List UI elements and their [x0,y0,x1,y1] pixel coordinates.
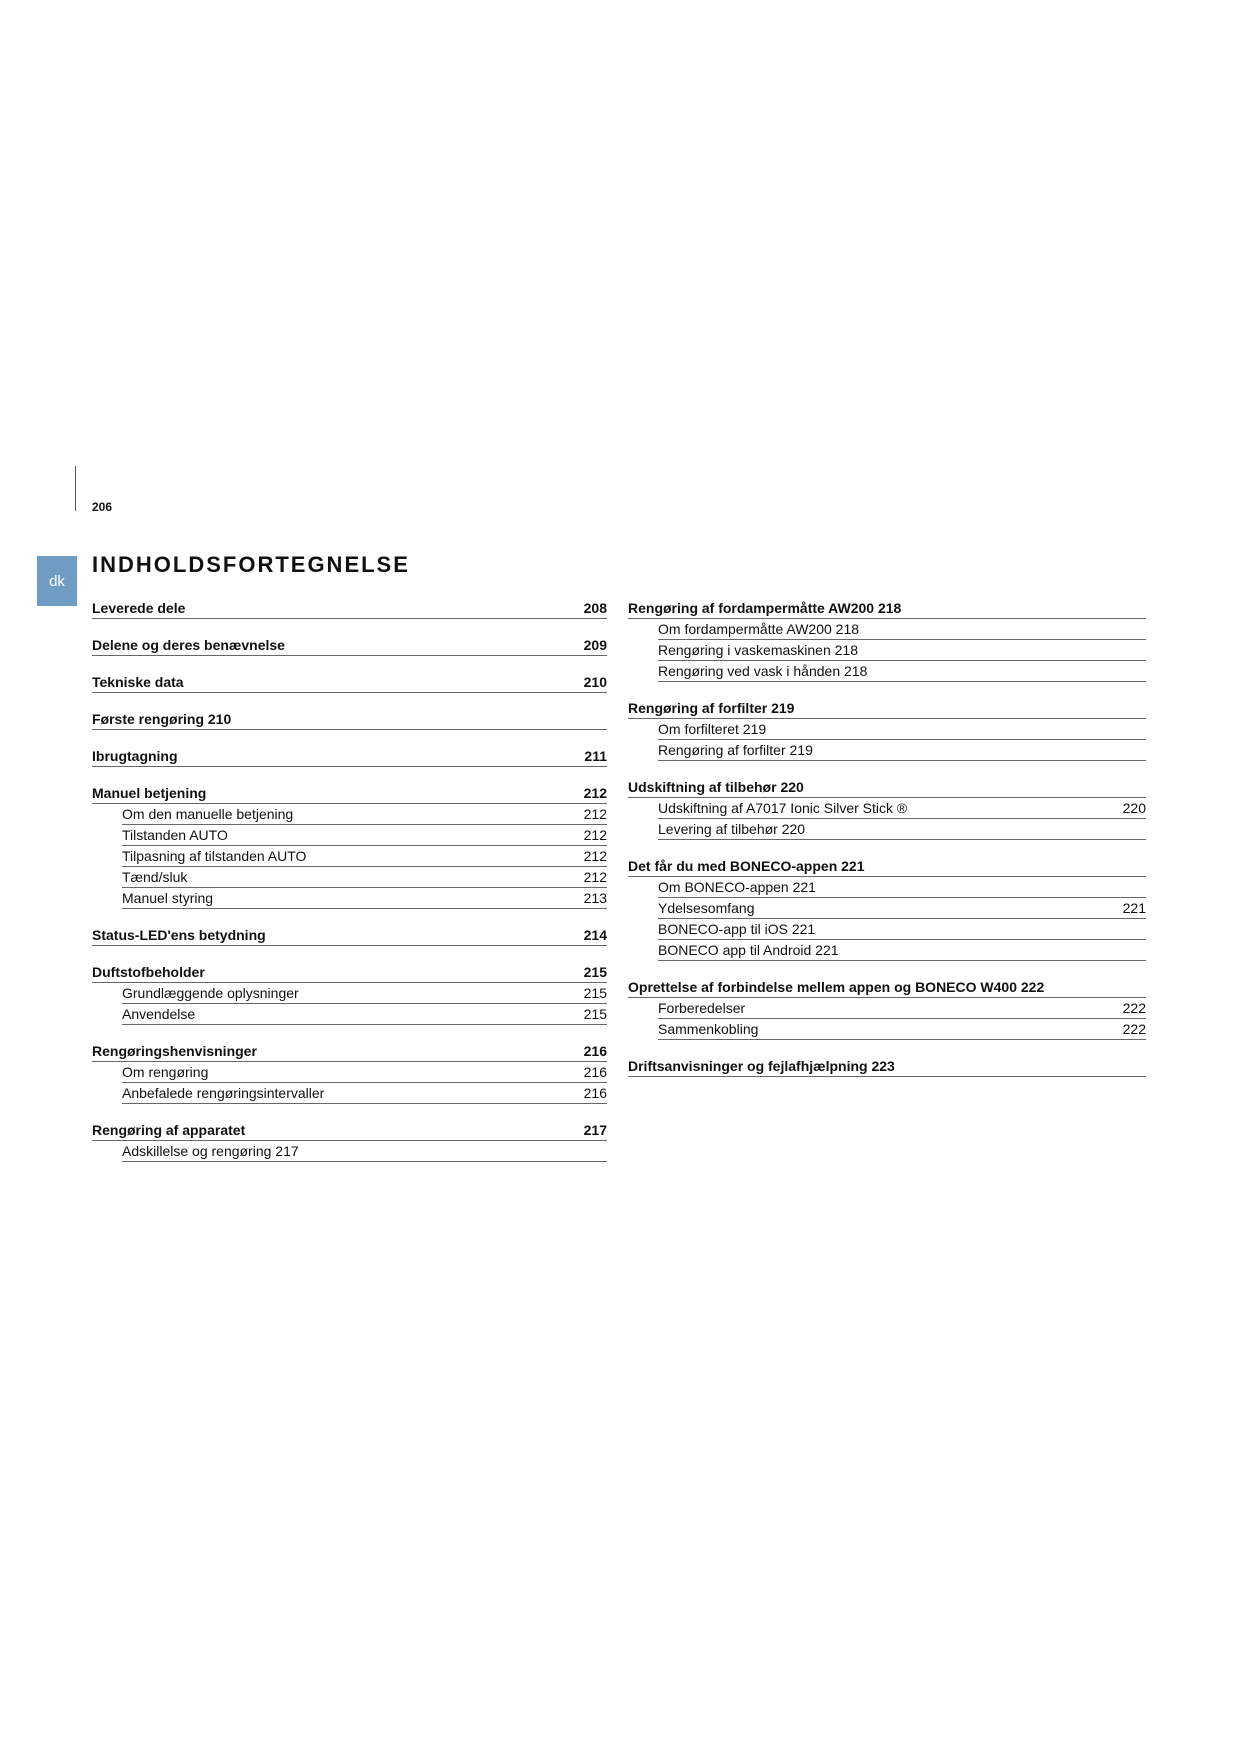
toc-heading-page: 216 [583,1043,607,1059]
toc-heading[interactable] [628,777,1146,798]
toc-entry[interactable] [122,804,607,825]
toc-section [92,783,607,909]
toc-entry-label: Om forfilteret 219 [658,721,767,737]
toc-section [628,777,1146,840]
toc-entry-label: BONECO app til Android 221 [658,942,839,958]
toc-heading[interactable] [92,962,607,983]
page-number: 206 [92,500,113,514]
toc-heading-title: Oprettelse af forbindelse mellem appen og BONECO W400 222 [628,979,1045,995]
toc-section [92,746,607,767]
toc-heading-page: 212 [583,785,607,801]
toc-heading-title: Rengøring af apparatet [92,1122,246,1138]
toc-entry-label: Manuel styring [122,890,214,906]
margin-rule [75,466,76,511]
toc-entry[interactable] [122,825,607,846]
toc-entry-page: 215 [583,985,607,1001]
language-tab: dk [37,556,77,606]
toc-entry-label: Levering af tilbehør 220 [658,821,806,837]
toc-entry[interactable] [658,661,1146,682]
toc-heading[interactable] [92,598,607,619]
toc-entry[interactable] [658,619,1146,640]
toc-column-right [628,598,1146,1093]
toc-heading-page: 209 [583,637,607,653]
toc-entry-label: Anvendelse [122,1006,196,1022]
toc-section [628,1056,1146,1077]
toc-heading-page: 210 [583,674,607,690]
toc-entry-label: Tilpasning af tilstanden AUTO [122,848,307,864]
toc-entry[interactable] [122,1141,607,1162]
toc-entry-label: Rengøring af forfilter 219 [658,742,813,758]
toc-heading[interactable] [628,856,1146,877]
toc-entry-page: 212 [583,827,607,843]
toc-entry-label: Anbefalede rengøringsintervaller [122,1085,325,1101]
toc-entry[interactable] [658,898,1146,919]
toc-entry-page: 212 [583,848,607,864]
toc-heading-title: Det får du med BONECO-appen 221 [628,858,865,874]
toc-entry[interactable] [658,819,1146,840]
toc-entry-page: 212 [583,806,607,822]
toc-heading[interactable] [92,783,607,804]
toc-heading-title: Duftstofbeholder [92,964,205,980]
toc-entry[interactable] [122,1004,607,1025]
toc-entry-label: Om rengøring [122,1064,209,1080]
toc-entry-label: Forberedelser [658,1000,746,1016]
toc-entry-label: Om den manuelle betjening [122,806,294,822]
toc-entry-label: Rengøring i vaskemaskinen 218 [658,642,858,658]
toc-heading-title: Manuel betjening [92,785,207,801]
toc-heading[interactable] [92,1120,607,1141]
toc-entry-page: 216 [583,1085,607,1101]
toc-entry[interactable] [658,640,1146,661]
toc-entry[interactable] [658,798,1146,819]
toc-section [628,598,1146,682]
toc-heading-title: Delene og deres benævnelse [92,637,285,653]
toc-heading-page: 214 [583,927,607,943]
toc-entry[interactable] [658,998,1146,1019]
toc-heading-page: 217 [583,1122,607,1138]
toc-section [92,962,607,1025]
toc-entry-page: 222 [1122,1000,1146,1016]
toc-entry[interactable] [658,919,1146,940]
toc-heading[interactable] [92,709,607,730]
toc-entry[interactable] [122,867,607,888]
toc-section [92,635,607,656]
toc-heading-page: 208 [583,600,607,616]
toc-heading-page: 215 [583,964,607,980]
toc-heading[interactable] [628,977,1146,998]
toc-section [92,598,607,619]
toc-entry-label: Udskiftning af A7017 Ionic Silver Stick ® [658,800,908,816]
toc-section [92,709,607,730]
toc-entry-page: 212 [583,869,607,885]
toc-section [92,925,607,946]
toc-heading[interactable] [92,1041,607,1062]
toc-entry-label: Sammenkobling [658,1021,759,1037]
toc-heading[interactable] [92,672,607,693]
toc-entry-page: 216 [583,1064,607,1080]
toc-heading-page: 211 [584,748,607,764]
toc-heading[interactable] [628,1056,1146,1077]
toc-entry-page: 221 [1122,900,1146,916]
toc-heading-title: Tekniske data [92,674,184,690]
toc-entry[interactable] [122,983,607,1004]
toc-entry-page: 222 [1122,1021,1146,1037]
toc-heading-title: Udskiftning af tilbehør 220 [628,779,804,795]
toc-entry[interactable] [658,1019,1146,1040]
page-title: INDHOLDSFORTEGNELSE [92,552,410,577]
toc-entry-label: Adskillelse og rengøring 217 [122,1143,299,1159]
toc-entry-label: BONECO-app til iOS 221 [658,921,816,937]
toc-entry-label: Ydelsesomfang [658,900,755,916]
toc-entry-page: 213 [583,890,607,906]
toc-entry-label: Tænd/sluk [122,869,188,885]
toc-heading[interactable] [628,698,1146,719]
toc-entry[interactable] [122,1062,607,1083]
toc-section [628,698,1146,761]
toc-heading[interactable] [92,635,607,656]
toc-entry[interactable] [658,719,1146,740]
toc-entry-page: 215 [583,1006,607,1022]
toc-heading-title: Driftsanvisninger og fejlafhjælpning 223 [628,1058,895,1074]
toc-heading-title: Status-LED'ens betydning [92,927,266,943]
toc-entry[interactable] [122,888,607,909]
toc-section [92,672,607,693]
toc-entry[interactable] [658,877,1146,898]
toc-entry-label: Grundlæggende oplysninger [122,985,299,1001]
toc-column-left [92,598,607,1178]
toc-entry-page: 220 [1122,800,1146,816]
toc-heading-title: Rengøringshenvisninger [92,1043,257,1059]
toc-section [92,1120,607,1162]
toc-entry-label: Rengøring ved vask i hånden 218 [658,663,868,679]
toc-heading[interactable] [92,746,607,767]
toc-heading-title: Første rengøring 210 [92,711,232,727]
toc-section [92,1041,607,1104]
toc-section [628,977,1146,1040]
toc-entry[interactable] [122,846,607,867]
toc-entry[interactable] [122,1083,607,1104]
toc-heading[interactable] [92,925,607,946]
toc-heading-title: Rengøring af forfilter 219 [628,700,795,716]
toc-heading-title: Leverede dele [92,600,186,616]
toc-heading-title: Rengøring af fordampermåtte AW200 218 [628,600,902,616]
toc-entry-label: Tilstanden AUTO [122,827,228,843]
toc-entry[interactable] [658,940,1146,961]
toc-entry-label: Om BONECO-appen 221 [658,879,816,895]
toc-heading[interactable] [628,598,1146,619]
toc-entry-label: Om fordampermåtte AW200 218 [658,621,860,637]
toc-entry[interactable] [658,740,1146,761]
toc-heading-title: Ibrugtagning [92,748,178,764]
toc-section [628,856,1146,961]
